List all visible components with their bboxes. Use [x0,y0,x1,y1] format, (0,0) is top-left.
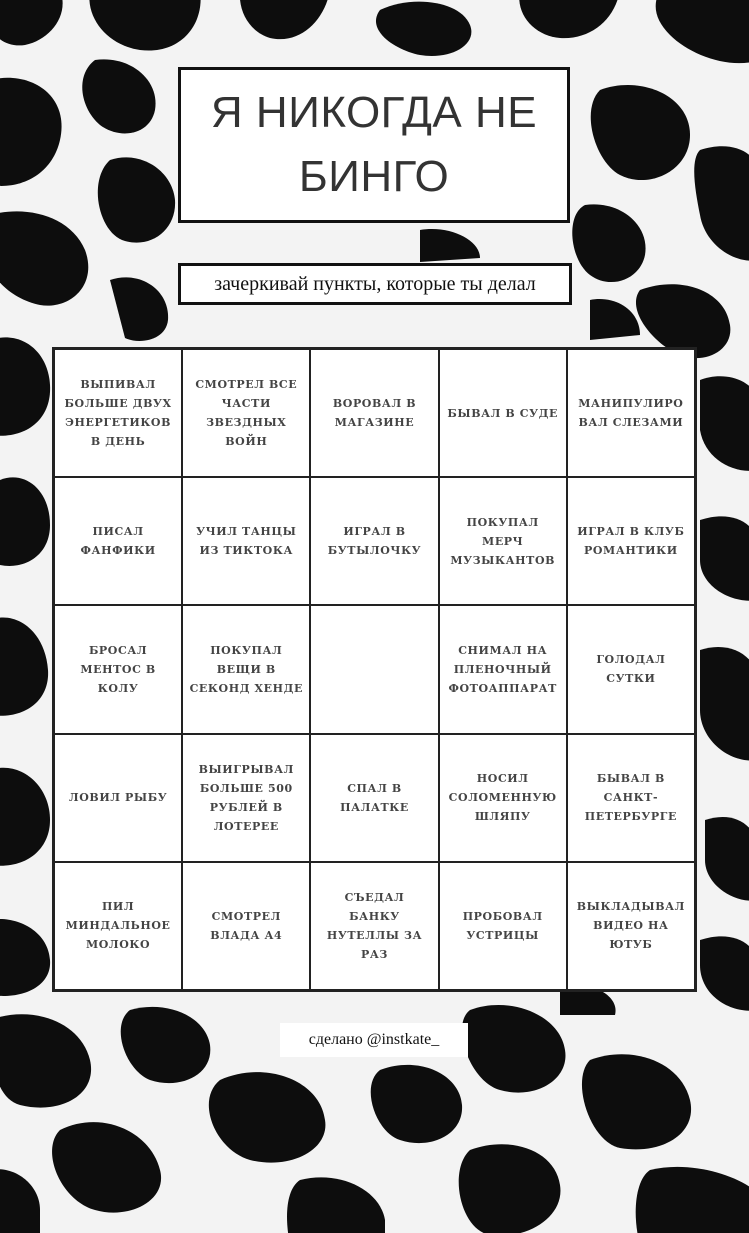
bingo-cell[interactable] [182,862,310,990]
bingo-cell[interactable] [439,734,567,862]
bingo-cell-label: ПОКУПАЛ ВЕЩИ В СЕКОНД ХЕНДЕ [189,643,303,695]
bingo-cell-label: МАНИПУЛИРО ВАЛ СЛЕЗАМИ [578,397,684,430]
bingo-cell-label: ПРОБОВАЛ УСТРИЦЫ [462,909,543,942]
bingo-cell-label: СМОТРЕЛ ВСЕ ЧАСТИ ЗВЕЗДНЫХ ВОЙН [195,378,298,449]
bingo-cell[interactable] [182,605,310,733]
bingo-cell[interactable] [182,477,310,605]
title-box [178,67,570,223]
bingo-cell[interactable] [182,734,310,862]
bingo-cell[interactable] [54,734,182,862]
bingo-cell-label: ВОРОВАЛ В МАГАЗИНЕ [332,397,417,430]
subtitle-banner: зачеркивай пункты, которые ты делал [178,263,572,305]
bingo-cell-label: ИГРАЛ В КЛУБ РОМАНТИКИ [577,525,685,558]
bingo-cell-label: ПОКУПАЛ МЕРЧ МУЗЫКАНТОВ [450,515,556,567]
bingo-cell-label: БРОСАЛ МЕНТОС В КОЛУ [80,643,156,695]
bingo-cell[interactable] [439,477,567,605]
bingo-grid [52,347,697,992]
bingo-cell-label: ПИСАЛ ФАНФИКИ [80,525,156,558]
bingo-cell-label: ЛОВИЛ РЫБУ [68,791,168,805]
bingo-cell[interactable] [567,862,695,990]
bingo-cell[interactable] [310,349,438,477]
bingo-cell-label: СМОТРЕЛ ВЛАДА А4 [210,909,283,942]
bingo-cell[interactable] [567,349,695,477]
bingo-cell-label: НОСИЛ СОЛОМЕННУЮ ШЛЯПУ [448,772,557,824]
bingo-cell[interactable] [567,477,695,605]
title-line-1: Я НИКОГДА НЕ [210,88,538,137]
bingo-cell[interactable] [310,734,438,862]
bingo-cell-free[interactable] [310,605,438,733]
bingo-cell[interactable] [182,349,310,477]
bingo-cell[interactable] [567,605,695,733]
bingo-cell[interactable] [54,862,182,990]
bingo-cell[interactable] [567,734,695,862]
bingo-cell[interactable] [439,605,567,733]
bingo-cell-label: БЫВАЛ В САНКТ-ПЕТЕРБУРГЕ [584,772,677,824]
bingo-cell[interactable] [54,605,182,733]
bingo-cell-label: ИГРАЛ В БУТЫЛОЧКУ [327,525,422,558]
bingo-cell[interactable] [439,862,567,990]
bingo-cell-label: СПАЛ В ПАЛАТКЕ [340,781,409,814]
bingo-cell-label: ВЫИГРЫВАЛ БОЛЬШЕ 500 РУБЛЕЙ В ЛОТЕРЕЕ [198,762,294,833]
bingo-cell-label: БЫВАЛ В СУДЕ [447,406,558,420]
bingo-cell[interactable] [310,862,438,990]
bingo-cell-label: ПИЛ МИНДАЛЬНОЕ МОЛОКО [65,900,171,952]
bingo-cell[interactable] [54,477,182,605]
bingo-cell-label: УЧИЛ ТАНЦЫ ИЗ ТИКТОКА [196,525,297,558]
bingo-cell-label: ГОЛОДАЛ СУТКИ [596,653,666,686]
bingo-cell[interactable] [439,349,567,477]
bingo-cell-label: СЪЕДАЛ БАНКУ НУТЕЛЛЫ ЗА РАЗ [326,890,423,961]
bingo-cell-label: ВЫКЛАДЫВАЛ ВИДЕО НА ЮТУБ [576,900,685,952]
credit-label: сделано @instkate_ [280,1023,468,1057]
bingo-cell[interactable] [310,477,438,605]
title-line-2: БИНГО [298,152,450,201]
bingo-cell[interactable] [54,349,182,477]
bingo-cell-label: ВЫПИВАЛ БОЛЬШЕ ДВУХ ЭНЕРГЕТИКОВ В ДЕНЬ [64,378,172,449]
bingo-cell-label: СНИМАЛ НА ПЛЕНОЧНЫЙ ФОТОАППАРАТ [448,643,557,695]
